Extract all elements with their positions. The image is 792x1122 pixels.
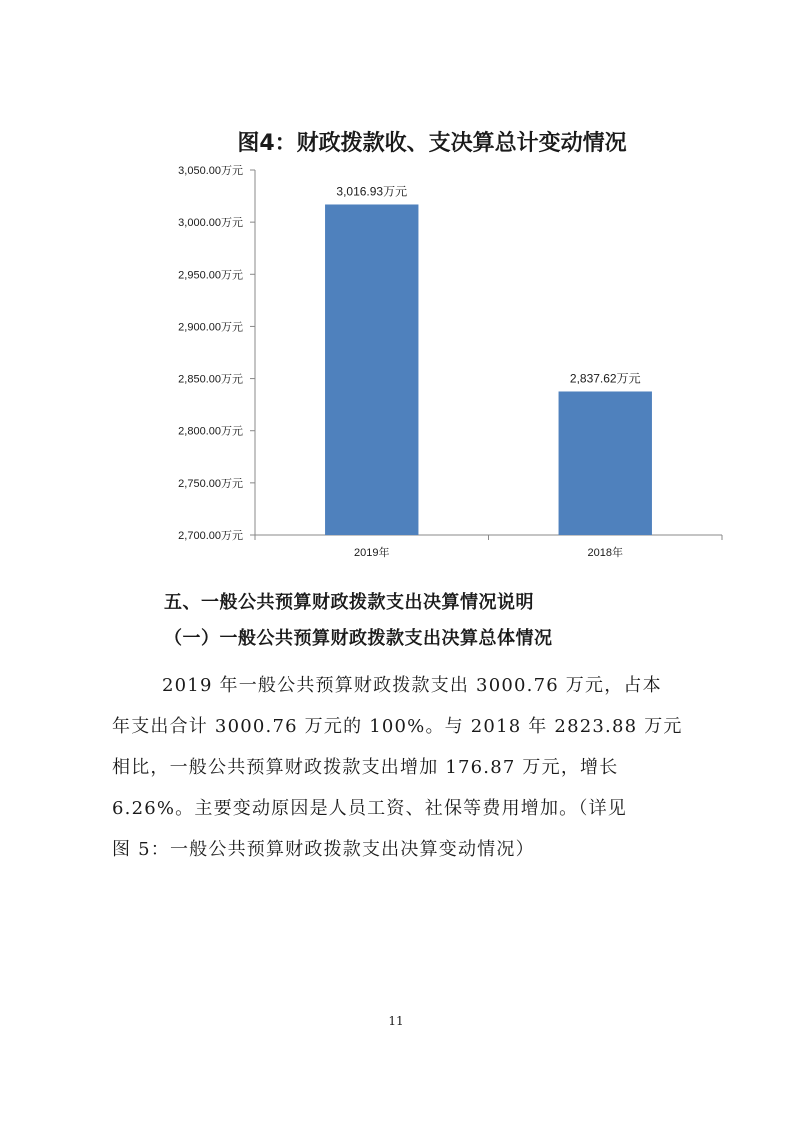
sub-heading: （一）一般公共预算财政拨款支出决算总体情况	[164, 628, 553, 649]
y-tick-label: 3,050.00万元	[178, 165, 243, 177]
y-tick-label: 2,700.00万元	[178, 530, 243, 542]
bar-data-label: 2,837.62万元	[569, 371, 641, 386]
paragraph-line: 年支出合计 3000.76 万元的 100%。与 2018 年 2823.88 万元	[112, 716, 683, 737]
y-tick-label: 3,000.00万元	[178, 217, 243, 230]
y-tick-label: 2,800.00万元	[178, 425, 243, 438]
y-tick-label: 2,850.00万元	[178, 373, 243, 386]
bar	[325, 204, 418, 535]
y-tick-label: 2,900.00万元	[178, 321, 243, 334]
paragraph-line: 图 5：一般公共预算财政拨款支出决算变动情况）	[112, 839, 535, 860]
x-tick-label: 2018年	[587, 547, 623, 559]
bar-series	[325, 184, 652, 535]
bar-chart	[0, 0, 792, 560]
paragraph-line: 6.26%。主要变动原因是人员工资、社保等费用增加。（详见	[112, 798, 627, 819]
page-number: 11	[388, 1014, 404, 1028]
x-tick-label: 2019年	[354, 547, 390, 559]
y-tick-label: 2,750.00万元	[178, 477, 243, 490]
bar	[559, 391, 652, 535]
paragraph-line: 相比，一般公共预算财政拨款支出增加 176.87 万元，增长	[112, 757, 619, 778]
chart-title: 图4：财政拨款收、支决算总计变动情况	[237, 131, 627, 156]
section-heading: 五、一般公共预算财政拨款支出决算情况说明	[164, 592, 534, 613]
y-tick-label: 2,950.00万元	[178, 269, 243, 282]
x-axis-ticks	[255, 535, 722, 559]
paragraph-line: 2019 年一般公共预算财政拨款支出 3000.76 万元，占本	[162, 675, 662, 696]
bar-data-label: 3,016.93万元	[336, 184, 408, 199]
y-axis-ticks	[178, 164, 255, 542]
